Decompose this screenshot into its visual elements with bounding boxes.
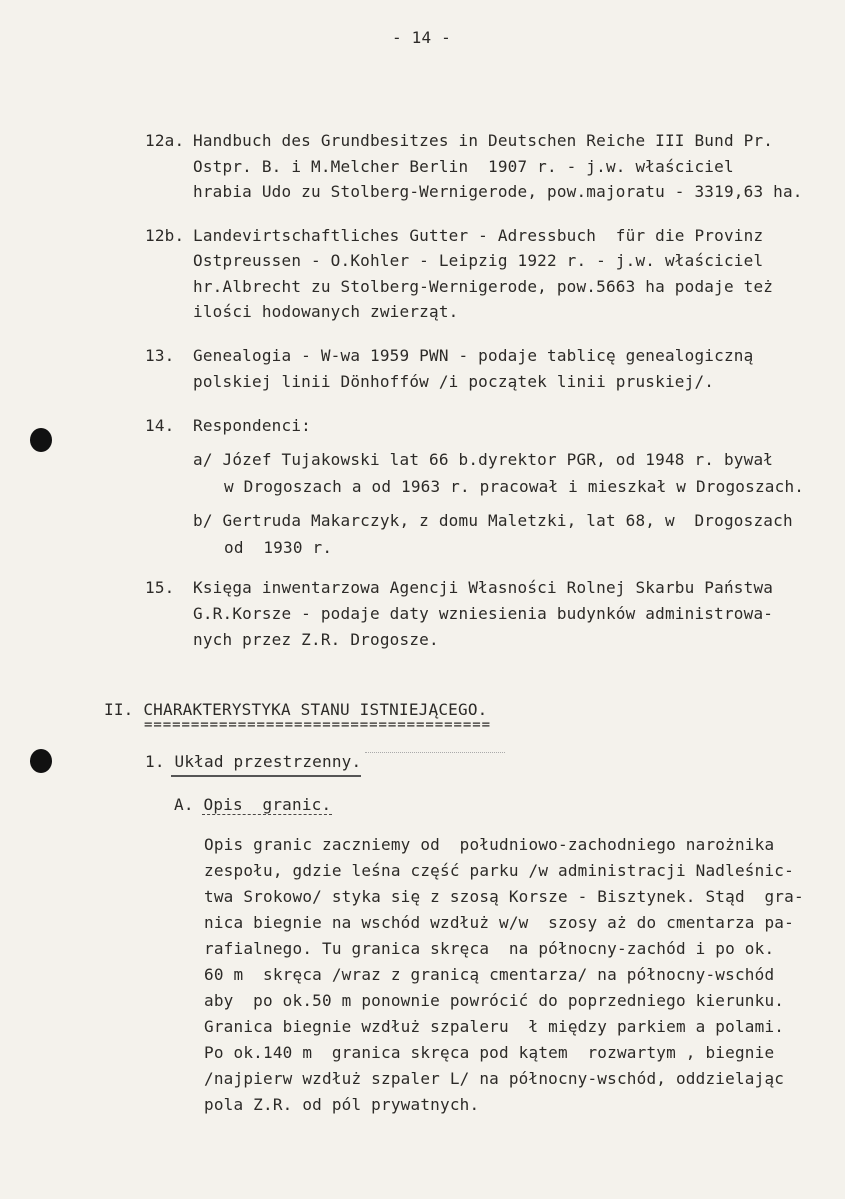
paragraph-line-11: pola Z.R. od pól prywatnych.	[204, 1095, 480, 1114]
item-15-line-1: Księga inwentarzowa Agencji Własności Rolnej Skarbu Państwa	[193, 578, 774, 597]
punch-hole-top	[30, 428, 52, 452]
respondent-a-line-1: a/ Józef Tujakowski lat 66 b.dyrektor PGR, od 1948 r. bywał	[193, 450, 774, 469]
item-12a-line-3: hrabia Udo zu Stolberg-Wernigerode, pow.majoratu - 3319,63 ha.	[193, 182, 803, 201]
item-number-12a: 12a.	[145, 131, 185, 150]
item-12a-line-1: Handbuch des Grundbesitzes in Deutschen Reiche III Bund Pr.	[193, 131, 774, 150]
item-number-12b: 12b.	[145, 226, 185, 245]
paragraph-line-10: /najpierw wzdłuż szpaler L/ na północny-wschód, oddzielając	[204, 1069, 785, 1088]
faint-dotted-line	[365, 752, 505, 753]
item-number-15: 15.	[145, 578, 175, 597]
item-number-13: 13.	[145, 346, 175, 365]
item-13-line-2: polskiej linii Dönhoffów /i początek linii pruskiej/.	[193, 372, 715, 391]
paragraph-line-5: rafialnego. Tu granica skręca na północny-zachód i po ok.	[204, 939, 775, 958]
section-heading: II. CHARAKTERYSTYKA STANU ISTNIEJĄCEGO.	[104, 700, 488, 719]
page-number: - 14 -	[392, 28, 451, 47]
item-15-line-3: nych przez Z.R. Drogosze.	[193, 630, 439, 649]
item-number-14: 14.	[145, 416, 175, 435]
paragraph-line-2: zespołu, gdzie leśna część parku /w administracji Nadleśnic-	[204, 861, 794, 880]
item-12b-line-3: hr.Albrecht zu Stolberg-Wernigerode, pow.5663 ha podaje też	[193, 277, 774, 296]
subsection-1-underline	[171, 775, 361, 777]
section-heading-underline: =====================================	[144, 717, 492, 733]
subsection-a-heading: A. Opis granic.	[174, 795, 332, 814]
item-12b-line-2: Ostpreussen - O.Kohler - Leipzig 1922 r. - j.w. właściciel	[193, 251, 764, 270]
paragraph-line-6: 60 m skręca /wraz z granicą cmentarza/ na północny-wschód	[204, 965, 775, 984]
paragraph-line-1: Opis granic zaczniemy od południowo-zachodniego narożnika	[204, 835, 775, 854]
paragraph-line-3: twa Srokowo/ styka się z szosą Korsze - Bisztynek. Stąd gra-	[204, 887, 804, 906]
paragraph-line-9: Po ok.140 m granica skręca pod kątem rozwartym , biegnie	[204, 1043, 775, 1062]
subsection-1-heading: 1. Układ przestrzenny.	[145, 752, 362, 771]
paragraph-line-7: aby po ok.50 m ponownie powrócić do poprzedniego kierunku.	[204, 991, 785, 1010]
punch-hole-bottom	[30, 749, 52, 773]
item-12b-line-1: Landevirtschaftliches Gutter - Adressbuch für die Provinz	[193, 226, 764, 245]
respondent-b-line-2: od 1930 r.	[224, 538, 333, 557]
subsection-a-underline	[202, 814, 332, 815]
item-12b-line-4: ilości hodowanych zwierząt.	[193, 302, 459, 321]
paragraph-line-4: nica biegnie na wschód wzdłuż w/w szosy aż do cmentarza pa-	[204, 913, 794, 932]
respondent-b-line-1: b/ Gertruda Makarczyk, z domu Maletzki, lat 68, w Drogoszach	[193, 511, 793, 530]
paragraph-line-8: Granica biegnie wzdłuż szpaleru ł między parkiem a polami.	[204, 1017, 785, 1036]
item-15-line-2: G.R.Korsze - podaje daty wzniesienia budynków administrowa-	[193, 604, 774, 623]
item-12a-line-2: Ostpr. B. i M.Melcher Berlin 1907 r. - j.w. właściciel	[193, 157, 734, 176]
item-14-title: Respondenci:	[193, 416, 311, 435]
item-13-line-1: Genealogia - W-wa 1959 PWN - podaje tablicę genealogiczną	[193, 346, 754, 365]
respondent-a-line-2: w Drogoszach a od 1963 r. pracował i mieszkał w Drogoszach.	[224, 477, 805, 496]
